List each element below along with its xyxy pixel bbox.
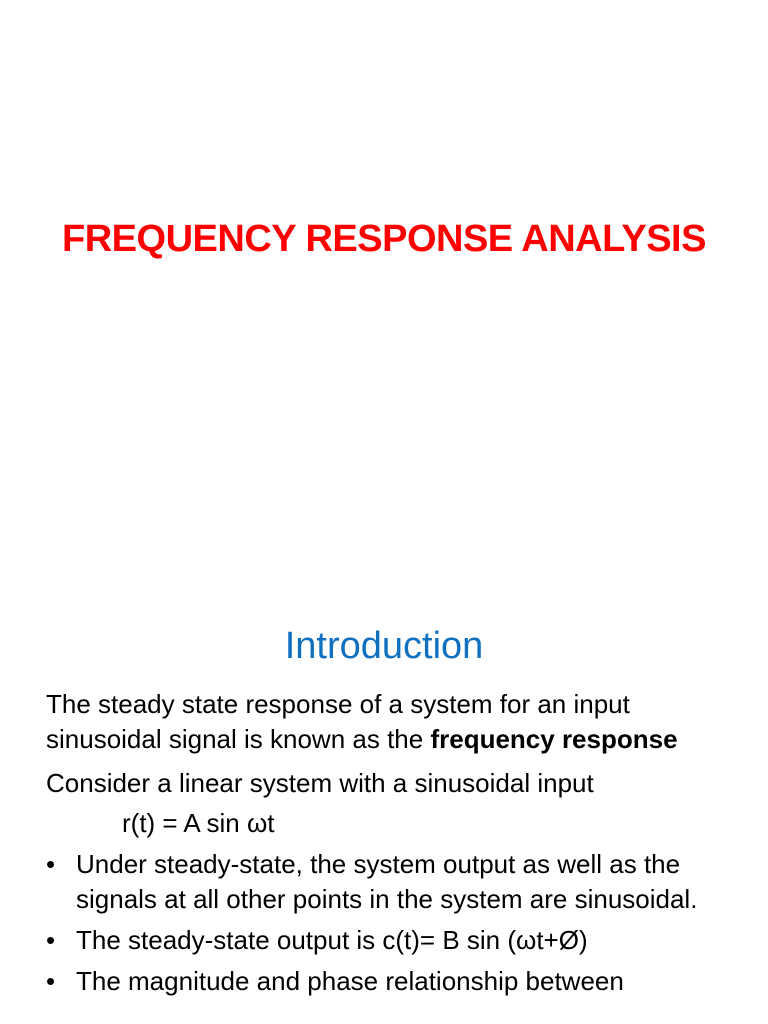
bullet-icon: •	[46, 849, 56, 879]
input-formula: r(t) = A sin ωt	[122, 808, 275, 838]
bullet-item	[46, 847, 736, 917]
bullet-item	[46, 964, 736, 999]
bullet-text: The magnitude and phase relationship between	[76, 966, 624, 996]
bullet-item	[46, 923, 736, 958]
definition-text: The steady state response of a system for an input sinusoidal signal is known as the	[46, 689, 630, 754]
bullet-icon: •	[46, 925, 56, 955]
bullet-text: The steady-state output is c(t)= B sin (ωt+Ø)	[76, 925, 588, 955]
slide-title: FREQUENCY RESPONSE ANALYSIS	[62, 218, 706, 260]
bullet-icon: •	[46, 966, 56, 996]
definition-bold-term: frequency response	[430, 724, 678, 754]
bullet-list	[46, 847, 736, 1005]
section-heading: Introduction	[284, 625, 484, 667]
introduction-slide	[0, 576, 768, 1024]
bullet-text: Under steady-state, the system output as well as the signals at all other points in the system are sinusoidal.	[76, 849, 698, 914]
consider-paragraph: Consider a linear system with a sinusoidal input	[46, 768, 594, 798]
definition-paragraph	[46, 687, 746, 757]
